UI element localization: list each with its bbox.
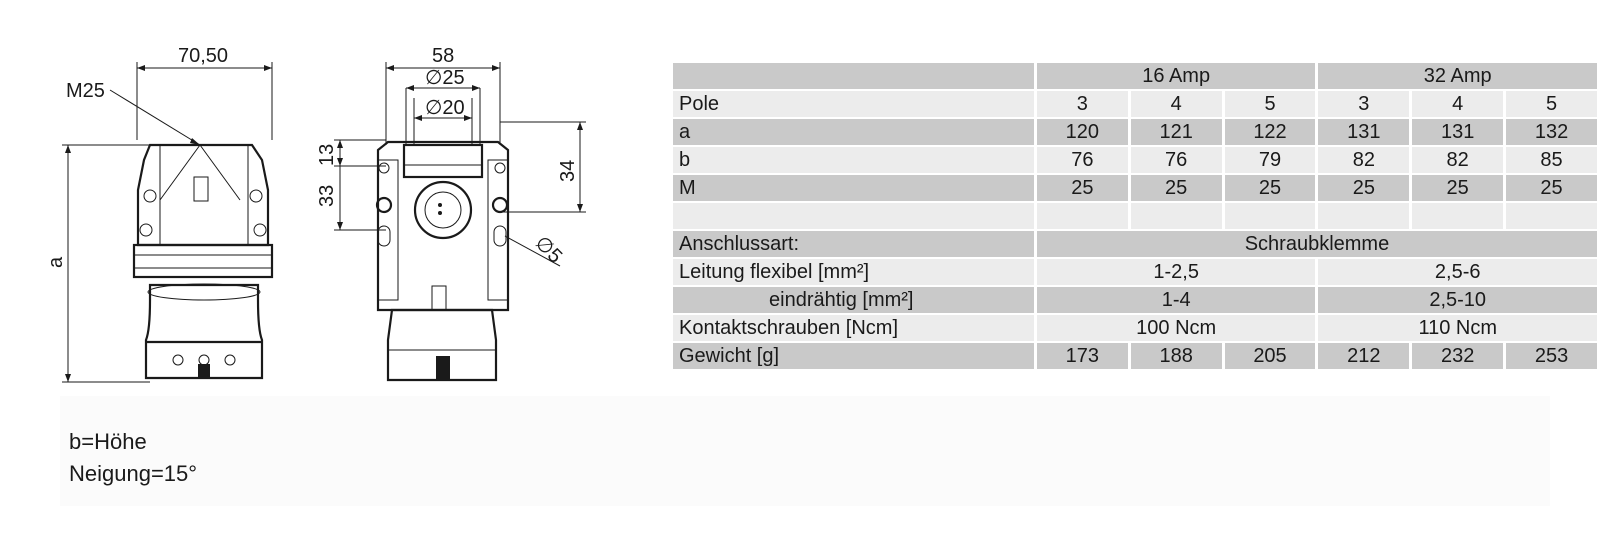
table-cell: 25	[1318, 175, 1409, 201]
group-16amp: 16 Amp	[1037, 63, 1315, 89]
table-row	[673, 91, 1597, 117]
side-width-dim: 70,50	[178, 45, 229, 67]
screw-icon	[254, 224, 266, 236]
row-label: Leitung flexibel [mm²]	[673, 259, 1034, 285]
thread-label: M25	[66, 80, 105, 102]
table-cell: 2,5-10	[1318, 287, 1597, 313]
table-cell: 1-4	[1037, 287, 1315, 313]
background-panel	[60, 396, 1550, 506]
contact-mark	[194, 177, 208, 201]
table-cell: 25	[1131, 175, 1222, 201]
screw-icon	[379, 163, 389, 173]
outer-diameter-dim: ∅25	[425, 67, 465, 89]
table-cell: 131	[1412, 119, 1503, 145]
mounting-hole-icon	[493, 198, 507, 212]
screw-icon	[495, 163, 505, 173]
dim-33: 33	[316, 184, 338, 207]
row-label: a	[673, 119, 1034, 145]
table-cell: 131	[1318, 119, 1409, 145]
table-cell: 188	[1131, 343, 1222, 369]
table-cell: 173	[1037, 343, 1128, 369]
table-cell: 76	[1037, 147, 1128, 173]
dim-34: 34	[557, 159, 579, 182]
table-cell: 79	[1225, 147, 1316, 173]
table-cell: 3	[1318, 91, 1409, 117]
table-cell: 1-2,5	[1037, 259, 1315, 285]
table-cell: 253	[1506, 343, 1597, 369]
table-cell: 25	[1225, 175, 1316, 201]
table-cell: 232	[1412, 343, 1503, 369]
note-height: b=Höhe	[69, 429, 147, 454]
table-cell: 25	[1037, 175, 1128, 201]
note-inclination: Neigung=15°	[69, 461, 198, 486]
row-label: eindrähtig [mm²]	[673, 287, 1034, 313]
slot-icon	[378, 226, 390, 246]
center-boss	[415, 182, 471, 238]
table-cell: 120	[1037, 119, 1128, 145]
group-32amp: 32 Amp	[1318, 63, 1597, 89]
table-row	[673, 315, 1597, 341]
table-cell: 110 Ncm	[1318, 315, 1597, 341]
row-label: Kontaktschrauben [Ncm]	[673, 315, 1034, 341]
table-header-row	[673, 63, 1597, 89]
row-label: Gewicht [g]	[673, 343, 1034, 369]
technical-drawing	[0, 0, 660, 400]
table-row	[673, 119, 1597, 145]
table-row	[673, 175, 1597, 201]
table-row	[673, 287, 1597, 313]
hole-diameter-dim: ∅5	[530, 231, 567, 268]
inner-diameter-dim: ∅20	[425, 97, 465, 119]
side-view	[45, 45, 272, 382]
side-height-dim: a	[45, 256, 67, 268]
table-cell: 25	[1506, 175, 1597, 201]
table-cell: 205	[1225, 343, 1316, 369]
front-width-dim: 58	[432, 45, 455, 67]
screw-icon	[250, 190, 262, 202]
spec-table	[670, 61, 1600, 371]
table-cell: 2,5-6	[1318, 259, 1597, 285]
table-cell: 3	[1037, 91, 1128, 117]
latch-icon	[432, 286, 446, 310]
screw-icon	[144, 190, 156, 202]
table-cell: 5	[1225, 91, 1316, 117]
table-cell: 4	[1131, 91, 1222, 117]
table-cell: Schraubklemme	[1037, 231, 1597, 257]
table-cell: 85	[1506, 147, 1597, 173]
row-label: Anschlussart:	[673, 231, 1034, 257]
table-row	[673, 231, 1597, 257]
cable-entry	[404, 145, 482, 177]
table-cell: 82	[1318, 147, 1409, 173]
slot-icon	[494, 226, 506, 246]
table-cell: 121	[1131, 119, 1222, 145]
housing-base	[134, 245, 272, 277]
screw-icon	[140, 224, 152, 236]
row-label: Pole	[673, 91, 1034, 117]
table-cell: 82	[1412, 147, 1503, 173]
notes	[69, 426, 197, 490]
row-label: b	[673, 147, 1034, 173]
table-cell: 4	[1412, 91, 1503, 117]
front-view	[316, 45, 586, 380]
table-row	[673, 343, 1597, 369]
table-cell: 25	[1412, 175, 1503, 201]
dim-13: 13	[316, 143, 338, 166]
row-label: M	[673, 175, 1034, 201]
table-cell: 212	[1318, 343, 1409, 369]
table-cell: 100 Ncm	[1037, 315, 1315, 341]
table-row	[673, 259, 1597, 285]
table-cell: 132	[1506, 119, 1597, 145]
table-row	[673, 147, 1597, 173]
table-cell: 76	[1131, 147, 1222, 173]
table-row-empty	[673, 203, 1597, 229]
table-cell: 122	[1225, 119, 1316, 145]
table-cell: 5	[1506, 91, 1597, 117]
